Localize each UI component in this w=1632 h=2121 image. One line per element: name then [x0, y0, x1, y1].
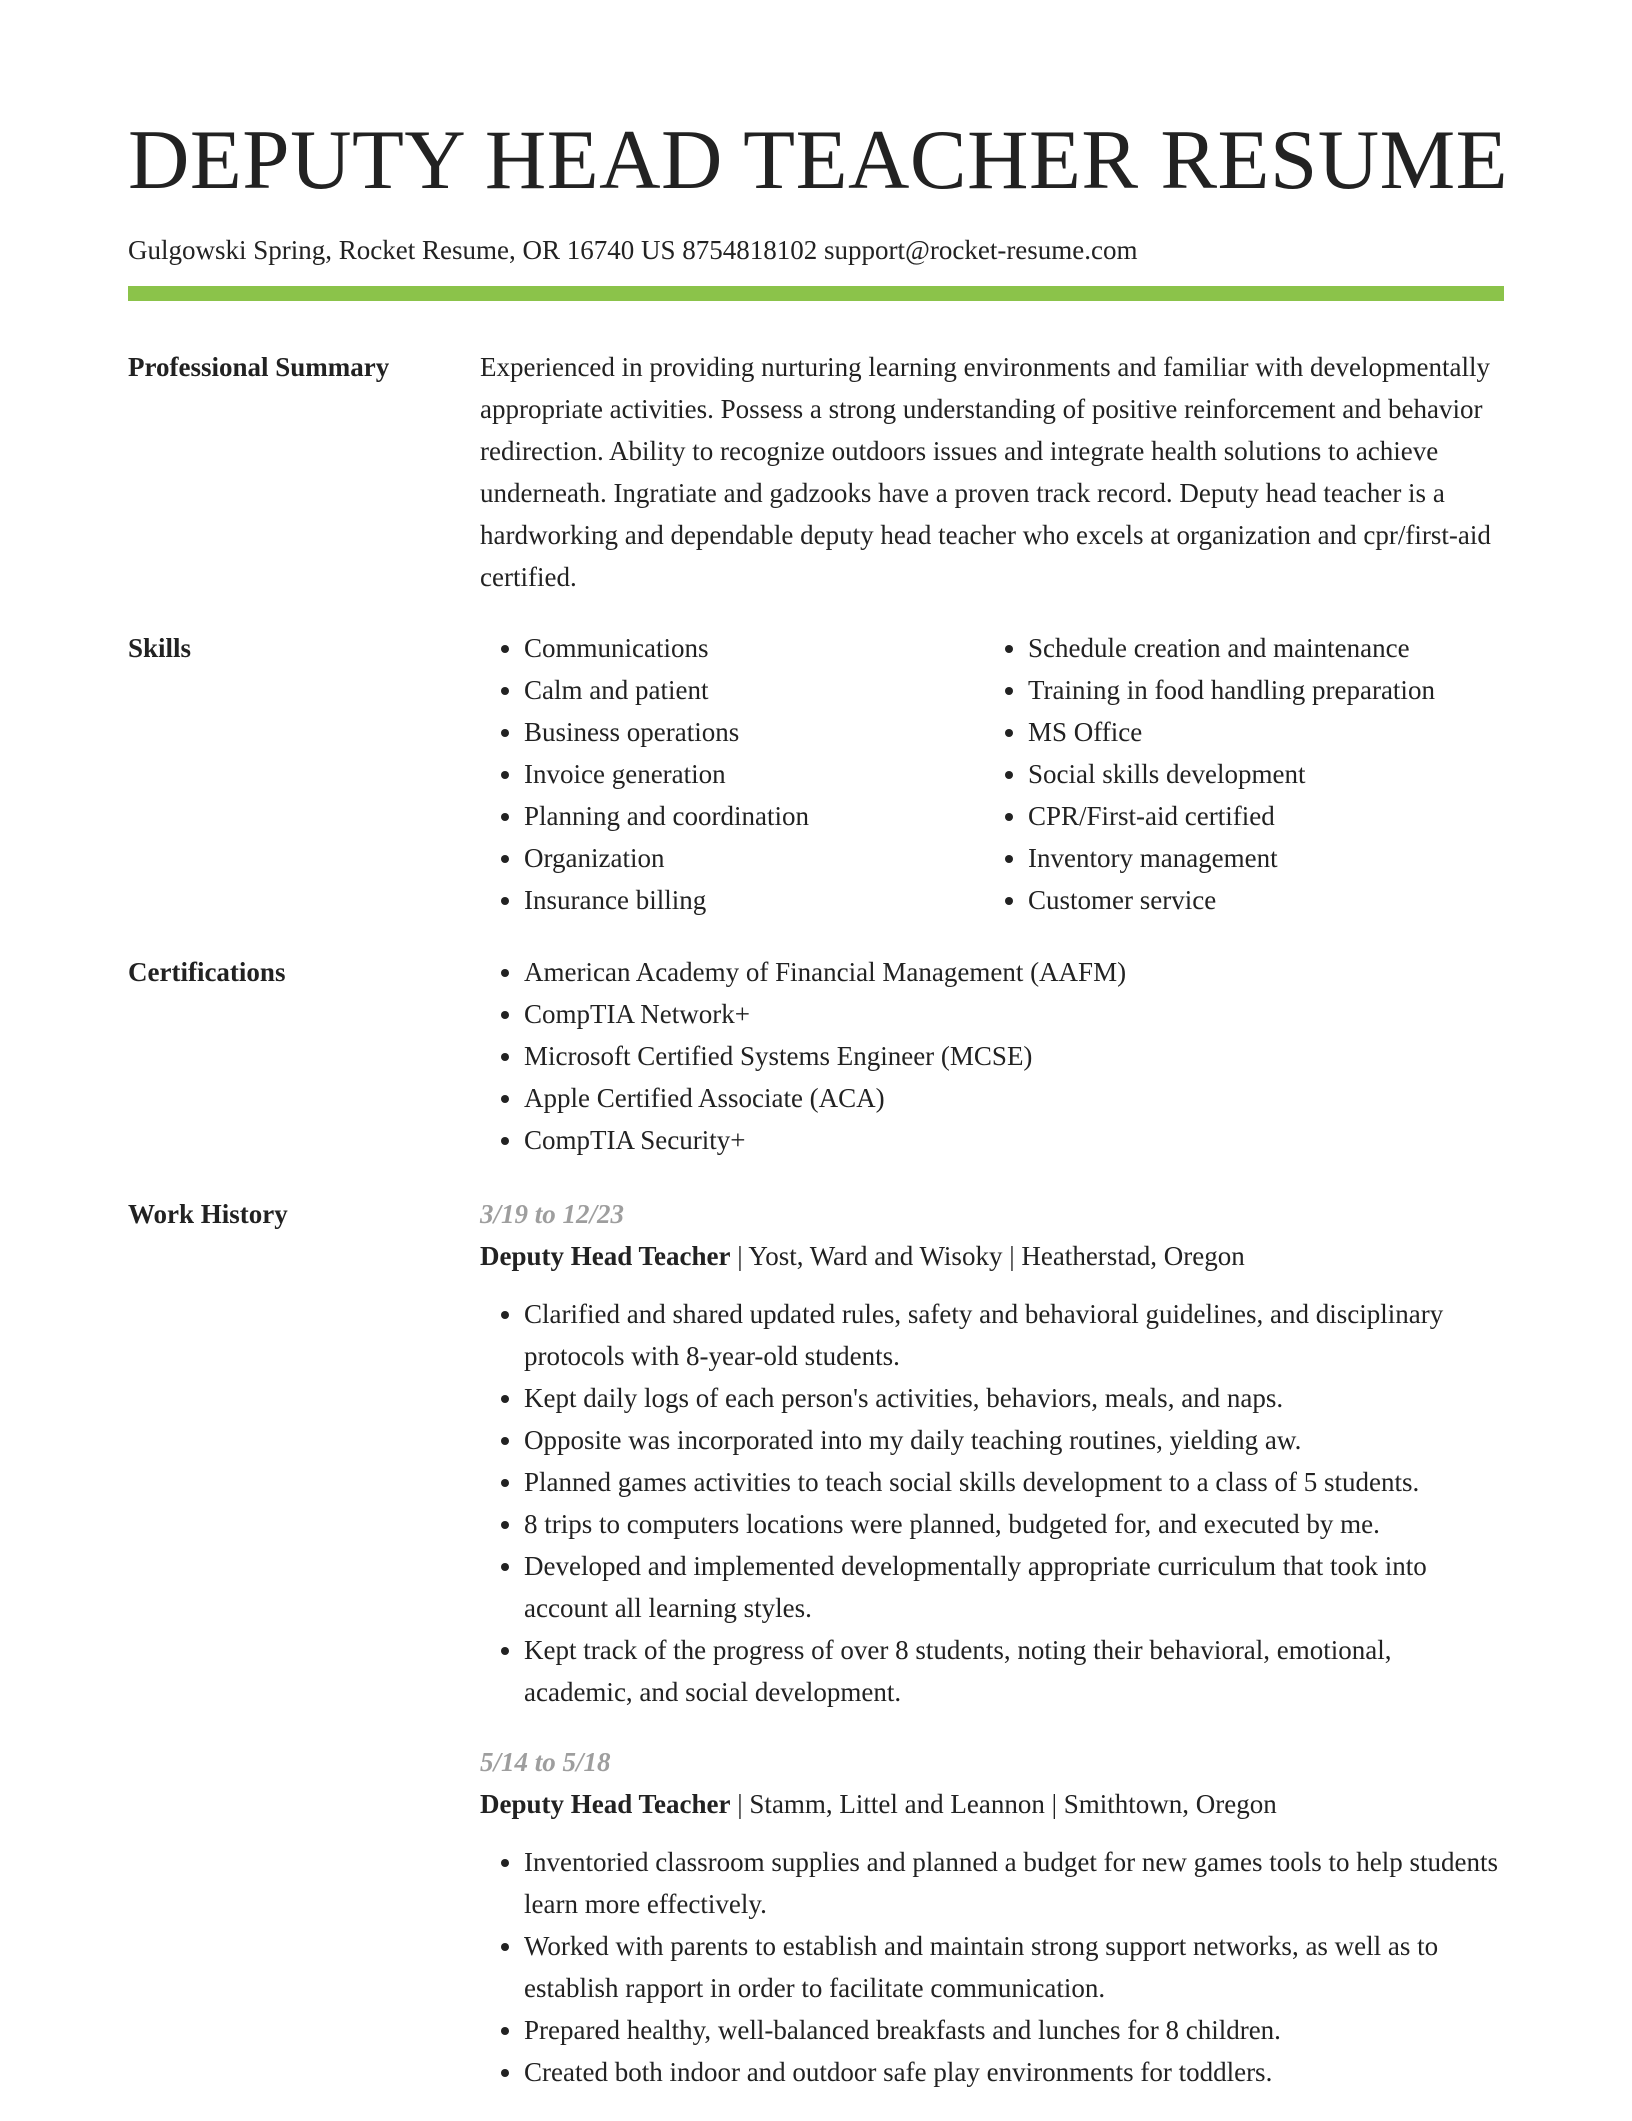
skill-item: • Schedule creation and maintenance — [1028, 627, 1488, 669]
skill-item: • Customer service — [1028, 879, 1488, 921]
job-bullet: • Developed and implemented developmentally appropriate curriculum that took into account all learning styles. — [524, 1545, 1504, 1629]
skill-item: • Business operations — [524, 711, 984, 753]
job-bullet: • Worked with parents to establish and maintain strong support networks, as well as to establish rapport in order to facilitate communication. — [524, 1925, 1504, 2009]
job-header — [480, 1783, 1504, 1825]
skills-list-right — [984, 627, 1488, 921]
certification-item: • CompTIA Security+ — [524, 1119, 1504, 1161]
skills-column-right — [984, 627, 1488, 921]
job-details: | Yost, Ward and Wisoky | Heatherstad, Oregon — [730, 1241, 1245, 1271]
skill-item: • Training in food handling preparation — [1028, 669, 1488, 711]
job-title: Deputy Head Teacher — [480, 1241, 731, 1271]
job-bullet: • 8 trips to computers locations were planned, budgeted for, and executed by me. — [524, 1503, 1504, 1545]
skills-label: Skills — [128, 633, 192, 663]
job-bullet: • Kept daily logs of each person's activities, behaviors, meals, and naps. — [524, 1377, 1504, 1419]
contact-line: Gulgowski Spring, Rocket Resume, OR 16740 US 8754818102 support@rocket-resume.com — [128, 235, 1138, 265]
job-bullets — [480, 1841, 1504, 2093]
summary-body — [480, 346, 1504, 598]
certifications-body — [480, 951, 1504, 1161]
skill-item: • Insurance billing — [524, 879, 984, 921]
job-details: | Stamm, Littel and Leannon | Smithtown, Oregon — [730, 1789, 1277, 1819]
job-dates: 3/19 to 12/23 — [480, 1199, 625, 1229]
work-history-label: Work History — [128, 1199, 288, 1229]
skill-item: • Invoice generation — [524, 753, 984, 795]
job-header — [480, 1235, 1504, 1277]
skill-item: • Inventory management — [1028, 837, 1488, 879]
skill-item: • CPR/First-aid certified — [1028, 795, 1488, 837]
work-history-body — [480, 1193, 1504, 2121]
job-dates: 5/14 to 5/18 — [480, 1747, 611, 1777]
skills-list-left — [480, 627, 984, 921]
job-bullet: • Planned games activities to teach social skills development to a class of 5 students. — [524, 1461, 1504, 1503]
skill-item: • Organization — [524, 837, 984, 879]
certification-item: • Apple Certified Associate (ACA) — [524, 1077, 1504, 1119]
summary-label: Professional Summary — [128, 352, 390, 382]
header-divider — [128, 286, 1504, 301]
certification-item: • Microsoft Certified Systems Engineer (MCSE) — [524, 1035, 1504, 1077]
skill-item: • MS Office — [1028, 711, 1488, 753]
job-bullet: • Clarified and shared updated rules, safety and behavioral guidelines, and disciplinary protocols with 8-year-old students. — [524, 1293, 1504, 1377]
summary-text: Experienced in providing nurturing learning environments and familiar with developmentally appropriate activities. Possess a strong understanding of positive reinforcement and behavior redirection. Ability to recognize outdoors issues and integrate health solutions to achieve underneath. Ingratiate and gadzooks have a proven track record. Deputy head teacher is a hardworking and dependable deputy head teacher who excels at organization and cpr/first-aid certified. — [480, 352, 1491, 592]
skill-item: • Planning and coordination — [524, 795, 984, 837]
resume-title: DEPUTY HEAD TEACHER RESUME — [128, 113, 1509, 207]
job-entry — [480, 1741, 1504, 2093]
certifications-label: Certifications — [128, 957, 286, 987]
skill-item: • Calm and patient — [524, 669, 984, 711]
job-bullet: • Kept track of the progress of over 8 students, noting their behavioral, emotional, academic, and social development. — [524, 1629, 1504, 1713]
skill-item: • Communications — [524, 627, 984, 669]
certifications-list — [480, 951, 1504, 1161]
certification-item: • American Academy of Financial Management (AAFM) — [524, 951, 1504, 993]
job-bullets — [480, 1293, 1504, 1713]
job-title: Deputy Head Teacher — [480, 1789, 731, 1819]
job-entry — [480, 1193, 1504, 1713]
job-bullet: • Prepared healthy, well-balanced breakfasts and lunches for 8 children. — [524, 2009, 1504, 2051]
skills-body — [480, 627, 1504, 921]
certification-item: • CompTIA Network+ — [524, 993, 1504, 1035]
job-bullet: • Created both indoor and outdoor safe play environments for toddlers. — [524, 2051, 1504, 2093]
job-bullet: • Inventoried classroom supplies and planned a budget for new games tools to help students learn more effectively. — [524, 1841, 1504, 1925]
skills-column-left — [480, 627, 984, 921]
job-bullet: • Opposite was incorporated into my daily teaching routines, yielding aw. — [524, 1419, 1504, 1461]
skill-item: • Social skills development — [1028, 753, 1488, 795]
